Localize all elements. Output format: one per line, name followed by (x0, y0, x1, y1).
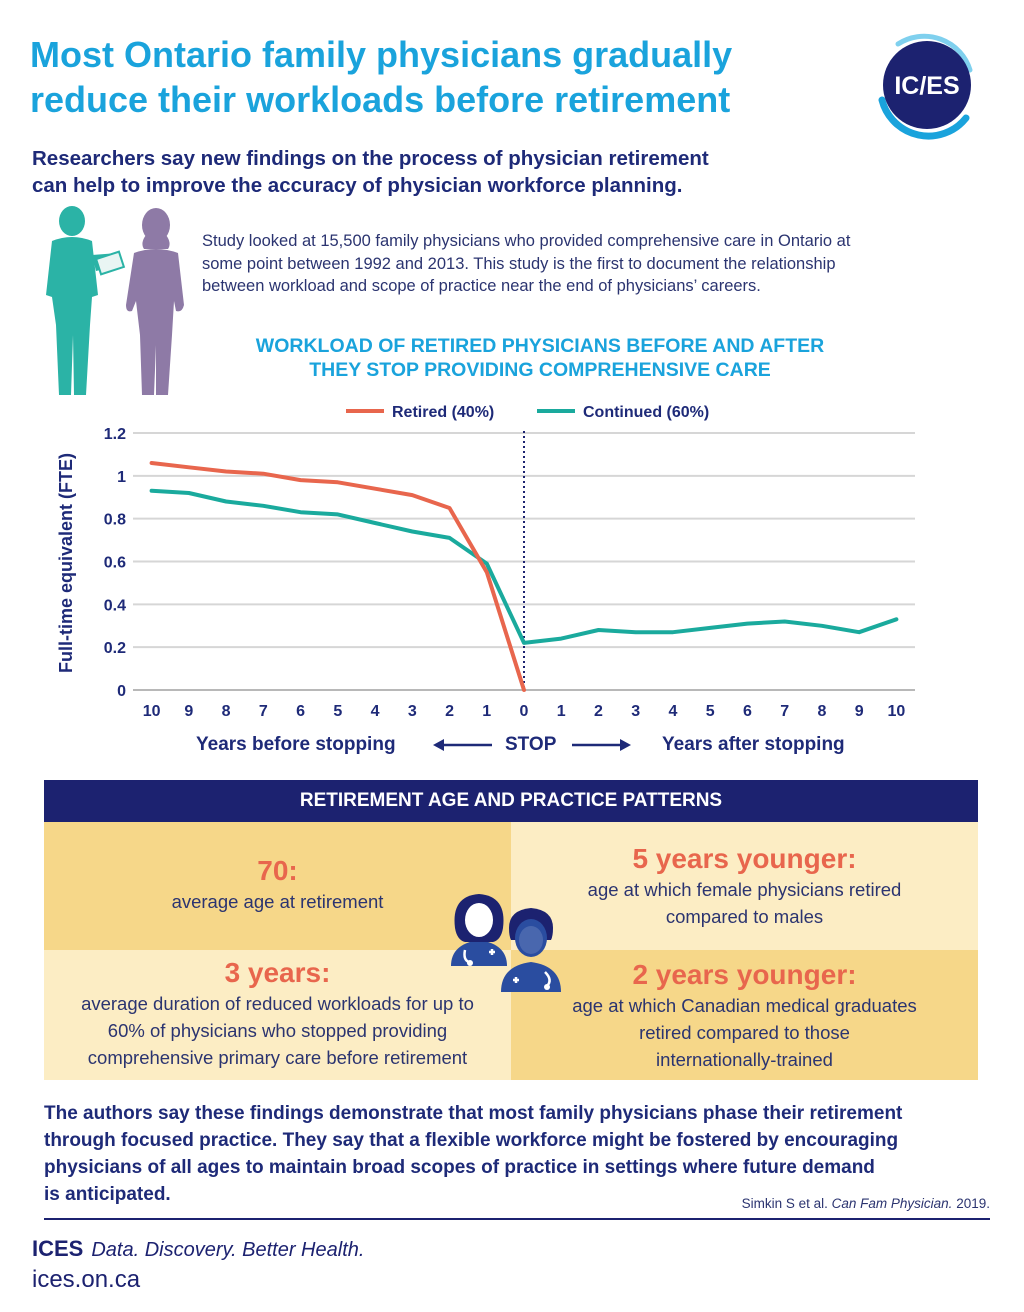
intro-text (202, 230, 962, 298)
conclusion-line-3: physicians of all ages to maintain broad scopes of practice in settings where future demand (44, 1157, 875, 1178)
y-tick-label: 0.8 (103, 511, 126, 529)
y-axis-label: Full-time equivalent (FTE) (56, 452, 76, 674)
stat-description: retired compared to those (639, 1022, 850, 1043)
chart-legend (346, 404, 709, 421)
x-tick-label: 7 (780, 703, 790, 720)
doctors-icon (443, 888, 573, 998)
x-tick-label: 1 (482, 703, 492, 720)
stat-canadian-younger (511, 950, 978, 1080)
y-tick-label: 1 (117, 468, 126, 486)
x-tick-label: 2 (594, 703, 603, 720)
intro-line-1: Study looked at 15,500 family physicians who provided comprehensive care in Ontario at (202, 232, 851, 250)
footer-brand (32, 1236, 364, 1262)
chart-title (160, 334, 920, 382)
x-tick-label: 4 (668, 703, 678, 720)
chart-title-line-1: WORKLOAD OF RETIRED PHYSICIANS BEFORE AND AFTER (255, 335, 825, 357)
x-tick-label: 7 (258, 703, 268, 720)
x-tick-label: 2 (445, 703, 454, 720)
x-tick-label: 10 (142, 703, 161, 720)
intro-line-3: between workload and scope of practice near the end of physicians’ careers. (202, 277, 761, 295)
citation-journal: Can Fam Physician. (831, 1196, 953, 1211)
x-tick-label: 6 (296, 703, 306, 720)
stat-description: 60% of physicians who stopped providing (107, 1020, 448, 1041)
x-axis-ticks (143, 703, 906, 720)
stat-description: comprehensive primary care before retirement (87, 1047, 468, 1068)
y-axis-ticks (104, 426, 126, 700)
stat-description: age at which Canadian medical graduates (572, 995, 917, 1016)
x-label-before: Years before stopping (196, 734, 396, 755)
subtitle-line-1: Researchers say new findings on the process of physician retirement (32, 147, 709, 170)
right-arrow-icon (570, 737, 632, 753)
x-tick-label: 5 (333, 703, 343, 720)
conclusion-line-1: The authors say these findings demonstrate that most family physicians phase their retirement (44, 1103, 903, 1124)
panel-header: RETIREMENT AGE AND PRACTICE PATTERNS (44, 780, 978, 822)
legend-label: Continued (60%) (583, 404, 710, 421)
x-tick-label: 0 (519, 703, 529, 720)
x-axis-footer (0, 728, 1024, 764)
x-tick-label: 5 (705, 703, 715, 720)
citation (700, 1196, 990, 1211)
y-tick-label: 0 (117, 683, 126, 700)
footer-org: ICES (32, 1236, 84, 1261)
footer-tagline: Data. Discovery. Better Health. (91, 1239, 365, 1261)
stat-reduced-workload (44, 950, 511, 1080)
subtitle (32, 145, 812, 199)
x-tick-label: 1 (556, 703, 566, 720)
y-tick-label: 1.2 (103, 426, 126, 443)
x-tick-label: 8 (817, 703, 827, 720)
x-tick-label: 9 (854, 703, 864, 720)
stat-female-younger (511, 822, 978, 950)
female-doctor-icon (451, 894, 507, 966)
subtitle-line-2: can help to improve the accuracy of physician workforce planning. (32, 174, 683, 197)
x-tick-label: 3 (631, 703, 641, 720)
citation-year: 2019. (956, 1196, 990, 1211)
line-chart (0, 395, 1024, 730)
x-tick-label: 3 (407, 703, 417, 720)
ices-logo (868, 26, 986, 144)
page-title (30, 32, 830, 122)
stat-average-age (44, 822, 511, 950)
y-tick-label: 0.6 (103, 554, 126, 572)
stat-description: compared to males (665, 906, 824, 927)
stat-description: internationally-trained (656, 1049, 833, 1070)
x-label-after: Years after stopping (662, 734, 845, 755)
footer-website-link[interactable]: ices.on.ca (32, 1266, 141, 1293)
x-tick-label: 6 (742, 703, 752, 720)
x-tick-label: 9 (184, 703, 194, 720)
stat-value: 70: (257, 855, 298, 886)
left-arrow-icon (432, 737, 494, 753)
chart-title-line-2: THEY STOP PROVIDING COMPREHENSIVE CARE (309, 359, 771, 381)
x-tick-label: 8 (221, 703, 231, 720)
conclusion-line-2: through focused practice. They say that a flexible workforce might be fostered by encouraging (44, 1130, 899, 1151)
legend-label: Retired (40%) (392, 404, 495, 421)
x-label-stop: STOP (505, 734, 557, 755)
male-doctor-icon (501, 908, 561, 992)
y-tick-label: 0.2 (103, 640, 126, 658)
logo-text: IC/ES (894, 72, 960, 100)
title-line-2: reduce their workloads before retirement (30, 79, 731, 120)
stat-description: average duration of reduced workloads for up to (81, 993, 474, 1014)
stat-description: age at which female physicians retired (587, 879, 902, 900)
conclusion (44, 1100, 994, 1208)
conclusion-line-4: is anticipated. (44, 1184, 171, 1205)
divider (44, 1218, 990, 1220)
y-tick-label: 0.4 (103, 597, 126, 615)
stat-value: 3 years: (224, 957, 331, 988)
citation-authors: Simkin S et al. (741, 1196, 828, 1211)
stat-value: 5 years younger: (632, 843, 857, 874)
stat-value: 2 years younger: (632, 959, 857, 990)
male-physician-figure (46, 206, 122, 395)
x-tick-label: 4 (370, 703, 380, 720)
title-line-1: Most Ontario family physicians gradually (30, 34, 733, 75)
stat-description: average age at retirement (171, 891, 384, 912)
x-tick-label: 10 (887, 703, 906, 720)
intro-line-2: some point between 1992 and 2013. This study is the first to document the relationship (202, 254, 836, 273)
